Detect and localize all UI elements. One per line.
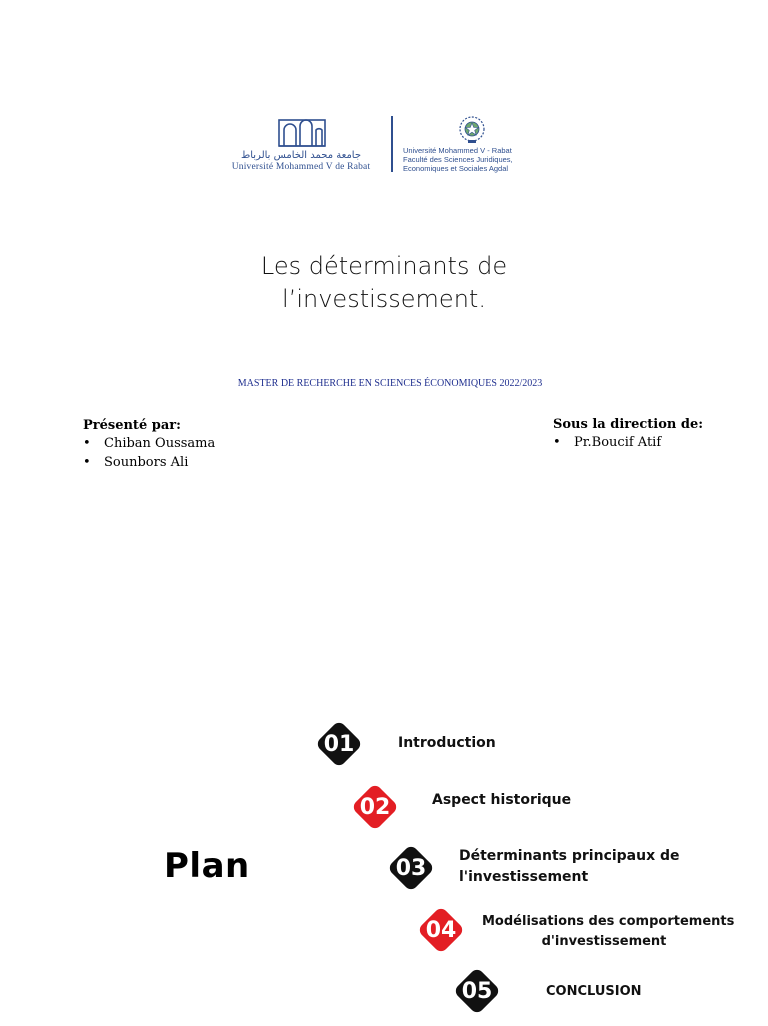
plan-step-label: Introduction bbox=[398, 735, 496, 751]
plan-step-badge bbox=[309, 714, 369, 774]
plan-step-label-line-2: l'investissement bbox=[459, 869, 589, 885]
presenters-heading: Présenté par: bbox=[83, 418, 181, 433]
faculty-emblem-icon bbox=[400, 114, 546, 144]
university-name-arabic: جامعة محمد الخامس بالرباط bbox=[240, 150, 362, 161]
faculty-line-3: Economiques et Sociales Agdal bbox=[403, 164, 509, 173]
supervisor-block bbox=[553, 417, 703, 453]
faculty-logo bbox=[400, 114, 546, 176]
presenters-list bbox=[83, 435, 215, 472]
presenter-name: • Chiban Oussama bbox=[83, 435, 215, 454]
plan-step-badge bbox=[345, 777, 405, 837]
plan-step-number: 01 bbox=[323, 731, 355, 757]
plan-step-label-line-2: d'investissement bbox=[541, 934, 667, 949]
presenter-name: • Sounbors Ali bbox=[83, 454, 215, 473]
program-line: MASTER DE RECHERCHE EN SCIENCES ÉCONOMIQUES 2022/2023 bbox=[237, 378, 543, 389]
plan-step-label bbox=[482, 912, 735, 952]
supervisor-heading: Sous la direction de: bbox=[553, 417, 704, 432]
presenters-block bbox=[83, 418, 215, 472]
plan-step-number: 05 bbox=[461, 978, 493, 1004]
supervisor-name: • Pr.Boucif Atif bbox=[553, 434, 703, 453]
faculty-line-1: Université Mohammed V - Rabat bbox=[403, 146, 512, 155]
plan-step-label bbox=[459, 846, 680, 888]
document-title-line-1: Les déterminants de bbox=[260, 252, 508, 280]
university-name-latin: Université Mohammed V de Rabat bbox=[231, 162, 371, 172]
plan-step-number: 04 bbox=[425, 917, 457, 943]
university-logo bbox=[218, 116, 384, 174]
university-emblem-icon bbox=[218, 116, 384, 150]
plan-step-number: 02 bbox=[359, 794, 391, 820]
plan-step-label: CONCLUSION bbox=[546, 984, 642, 999]
document-title bbox=[184, 250, 584, 316]
plan-step-label: Aspect historique bbox=[432, 792, 572, 808]
plan-step-label-line-1: Déterminants principaux de bbox=[459, 848, 680, 864]
plan-step-label-line-1: Modélisations des comportements bbox=[482, 914, 735, 929]
logo-divider bbox=[391, 116, 393, 172]
plan-step-badge bbox=[411, 900, 471, 960]
plan-step-badge bbox=[447, 961, 507, 1021]
faculty-line-2: Faculté des Sciences Juridiques, bbox=[403, 155, 513, 164]
document-title-line-2: l’investissement. bbox=[282, 285, 486, 313]
supervisor-list bbox=[553, 434, 703, 453]
plan-step-badge bbox=[381, 838, 441, 898]
plan-step-number: 03 bbox=[395, 855, 427, 881]
plan-title: Plan bbox=[164, 846, 250, 886]
